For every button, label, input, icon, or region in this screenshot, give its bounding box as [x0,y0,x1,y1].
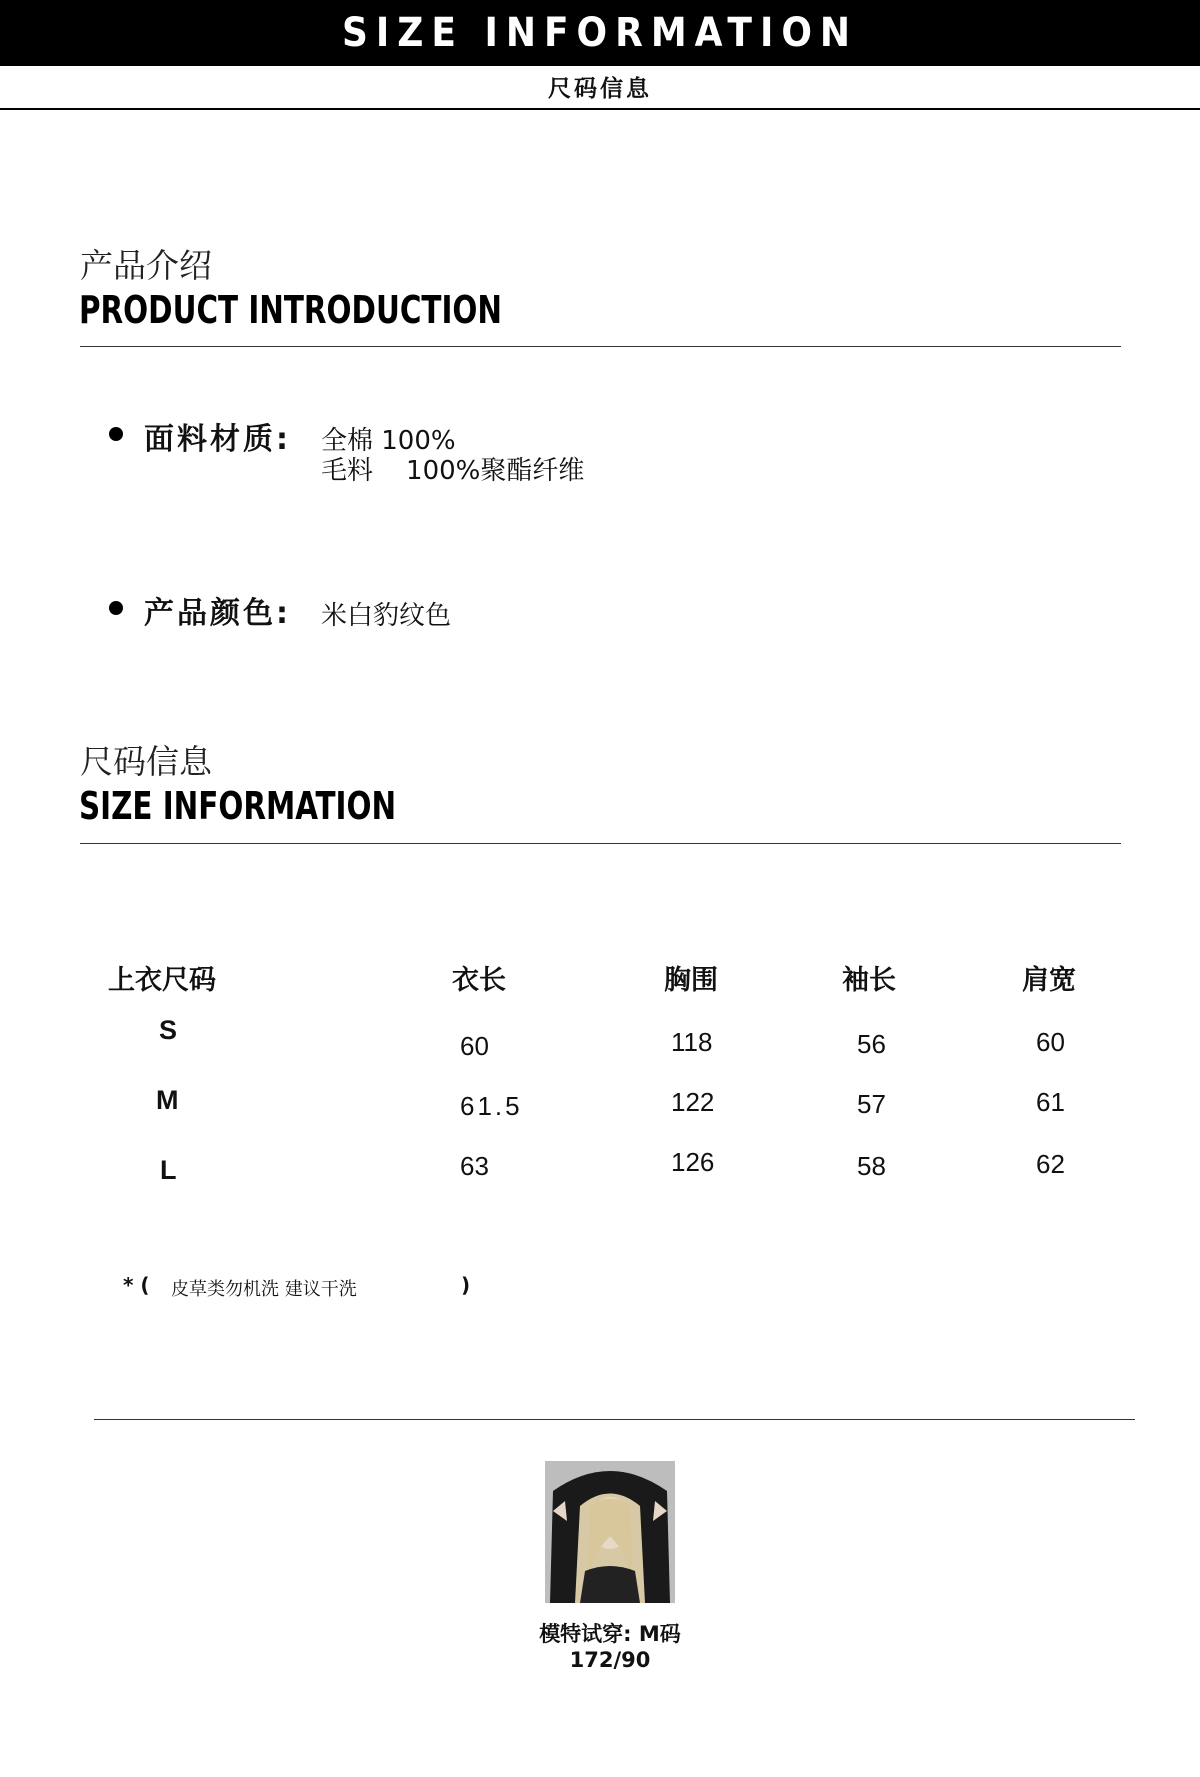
length-value: 61.5 [460,1091,523,1121]
shoulder-value: 60 [1036,1027,1065,1057]
material-bullet [109,427,123,441]
size-label: M [156,1085,179,1115]
material-value-1: 全棉 100% [321,426,456,456]
col-header-length: 衣长 [452,965,506,996]
model-measurements: 172/90 [569,1648,651,1672]
size-label: L [160,1155,177,1185]
model-photo-image [545,1461,675,1603]
header-title: SIZE INFORMATION [341,10,859,56]
model-caption: 模特试穿: M码 [539,1622,681,1646]
product-intro-heading-en: PRODUCT INTRODUCTION [79,288,502,332]
product-intro-heading-cn: 产品介绍 [80,246,212,285]
size-info-heading-cn: 尺码信息 [80,742,212,781]
size-info-heading-en: SIZE INFORMATION [79,784,397,828]
color-value: 米白豹纹色 [321,601,452,631]
model-divider [94,1419,1135,1420]
size-info-divider [80,843,1121,844]
header-subtitle: 尺码信息 [548,76,652,102]
model-photo [545,1461,675,1603]
sleeve-value: 57 [857,1089,886,1119]
size-label: S [159,1015,178,1045]
material-value-2: 毛料 100%聚酯纤维 [321,456,585,486]
sleeve-value: 56 [857,1029,886,1059]
color-label: 产品颜色: [144,596,291,631]
chest-value: 122 [671,1087,715,1117]
product-intro-divider [80,346,1121,347]
material-label: 面料材质: [144,422,291,457]
care-note-open: * ( [123,1273,150,1297]
sleeve-value: 58 [857,1151,886,1181]
chest-value: 118 [671,1027,713,1057]
care-note-text: 皮草类勿机洗 建议干洗 [171,1279,357,1300]
col-header-size: 上衣尺码 [108,965,216,996]
length-value: 60 [460,1031,489,1061]
shoulder-value: 61 [1036,1087,1065,1117]
length-value: 63 [460,1151,489,1181]
col-header-shoulder: 肩宽 [1022,965,1076,996]
header-divider [0,108,1200,110]
col-header-chest: 胸围 [664,965,718,996]
col-header-sleeve: 袖长 [842,965,896,996]
chest-value: 126 [671,1147,715,1177]
care-note-close: ) [461,1273,471,1297]
shoulder-value: 62 [1036,1149,1065,1179]
color-bullet [109,601,123,615]
